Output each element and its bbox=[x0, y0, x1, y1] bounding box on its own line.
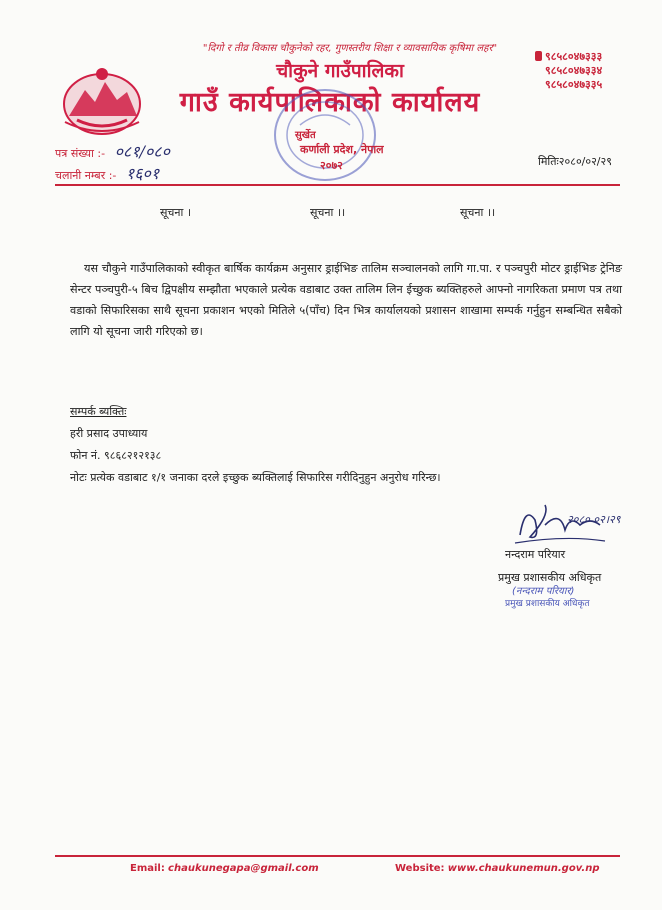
notice-body: यस चौकुने गाउँपालिकाको स्वीकृत बार्षिक कार्यक्रम अनुसार ड्राईभिङ तालिम सञ्चालनको लागि गा.पा. र पञ्चपुरी मोटर ड्राईभिङ ट्रेनिङ सेन्टर पञ्चपुरी-५ बिच द्विपक्षीय सम्झौता भएकाले प्रत्येक वडाबाट उक्त तालिम लिन ईच्छुक ब्यक्तिहरुले आफ्नो नागरिकता प्रमाण पत्र तथा वडाको सिफारिसका साथै सूचना प्रकाशन भएको मितिले ५(पाँच) दिन भित्र कार्यालयको प्रशासन शाखामा सम्पर्क गर्नुहुन सम्बन्धित सबैको लागि यो सूचना जारी गरिएको छ। bbox=[70, 262, 622, 338]
phone-line: ९८५८०४७३३३ bbox=[535, 50, 602, 64]
phone-icon bbox=[535, 51, 542, 61]
notice-heading-1: सूचना । bbox=[160, 206, 192, 219]
phone-numbers bbox=[535, 50, 602, 92]
letter-number-row bbox=[55, 140, 170, 162]
contact-phone: फोन नं. ९८६८२१२१३८ bbox=[70, 449, 162, 462]
notice-heading-2: सूचना ।। bbox=[310, 206, 346, 219]
footer-divider bbox=[55, 855, 620, 857]
email-link[interactable]: chaukunegapa@gmail.com bbox=[168, 863, 319, 874]
office-title: गाउँ कार्यपालिकाको कार्यालय bbox=[179, 87, 481, 118]
signatory-stamp-name: (नन्दराम परियार) bbox=[512, 586, 575, 597]
footer-website: Website: www.chaukunemun.gov.np bbox=[395, 863, 600, 874]
notice-heading-3: सूचना ।। bbox=[460, 206, 496, 219]
contact-title: सम्पर्क ब्यक्तिः bbox=[70, 405, 127, 418]
address-line-3: २०७२ bbox=[320, 159, 343, 172]
dispatch-number-value: १६०१ bbox=[125, 164, 160, 183]
letter-number-value: ०८१/०८० bbox=[114, 142, 170, 161]
signatory-stamp-post: प्रमुख प्रशासकीय अधिकृत bbox=[505, 599, 590, 609]
slogan: "दिगो र तीव्र विकास चौकुनेको रहर, गुणस्तरीय शिक्षा र व्यावसायिक कृषिमा लहर" bbox=[202, 43, 498, 54]
phone-line: ९८५८०४७३३४ bbox=[545, 64, 603, 77]
contact-name: हरी प्रसाद उपाध्याय bbox=[70, 427, 148, 440]
header-divider bbox=[55, 184, 620, 186]
website-link[interactable]: www.chaukunemun.gov.np bbox=[447, 863, 600, 874]
signatory-name: नन्दराम परियार bbox=[505, 548, 566, 561]
address-line-1: सुर्खेत bbox=[295, 130, 316, 141]
phone-line: ९८५८०४७३३५ bbox=[545, 78, 603, 91]
signature-date: २०८० ०२।२९ bbox=[567, 513, 621, 526]
municipality-name: चौकुने गाउँपालिका bbox=[276, 60, 404, 82]
letter-number-label: पत्र संख्या :- bbox=[55, 147, 106, 160]
signature-icon bbox=[505, 495, 621, 555]
dispatch-number-row bbox=[55, 162, 159, 184]
address-line-2: कर्णाली प्रदेश, नेपाल bbox=[300, 143, 384, 156]
letter-date: मितिः२०८०/०२/२९ bbox=[538, 155, 612, 168]
dispatch-number-label: चलानी नम्बर :- bbox=[55, 169, 117, 182]
footer-email: Email: chaukunegapa@gmail.com bbox=[130, 863, 319, 874]
signatory-post: प्रमुख प्रशासकीय अधिकृत bbox=[498, 571, 602, 584]
contact-note: नोटः प्रत्येक वडाबाट १/१ जनाका दरले इच्छुक ब्यक्तिलाई सिफारिस गरीदिनुहुन अनुरोध गरिन्छ। bbox=[70, 471, 441, 484]
